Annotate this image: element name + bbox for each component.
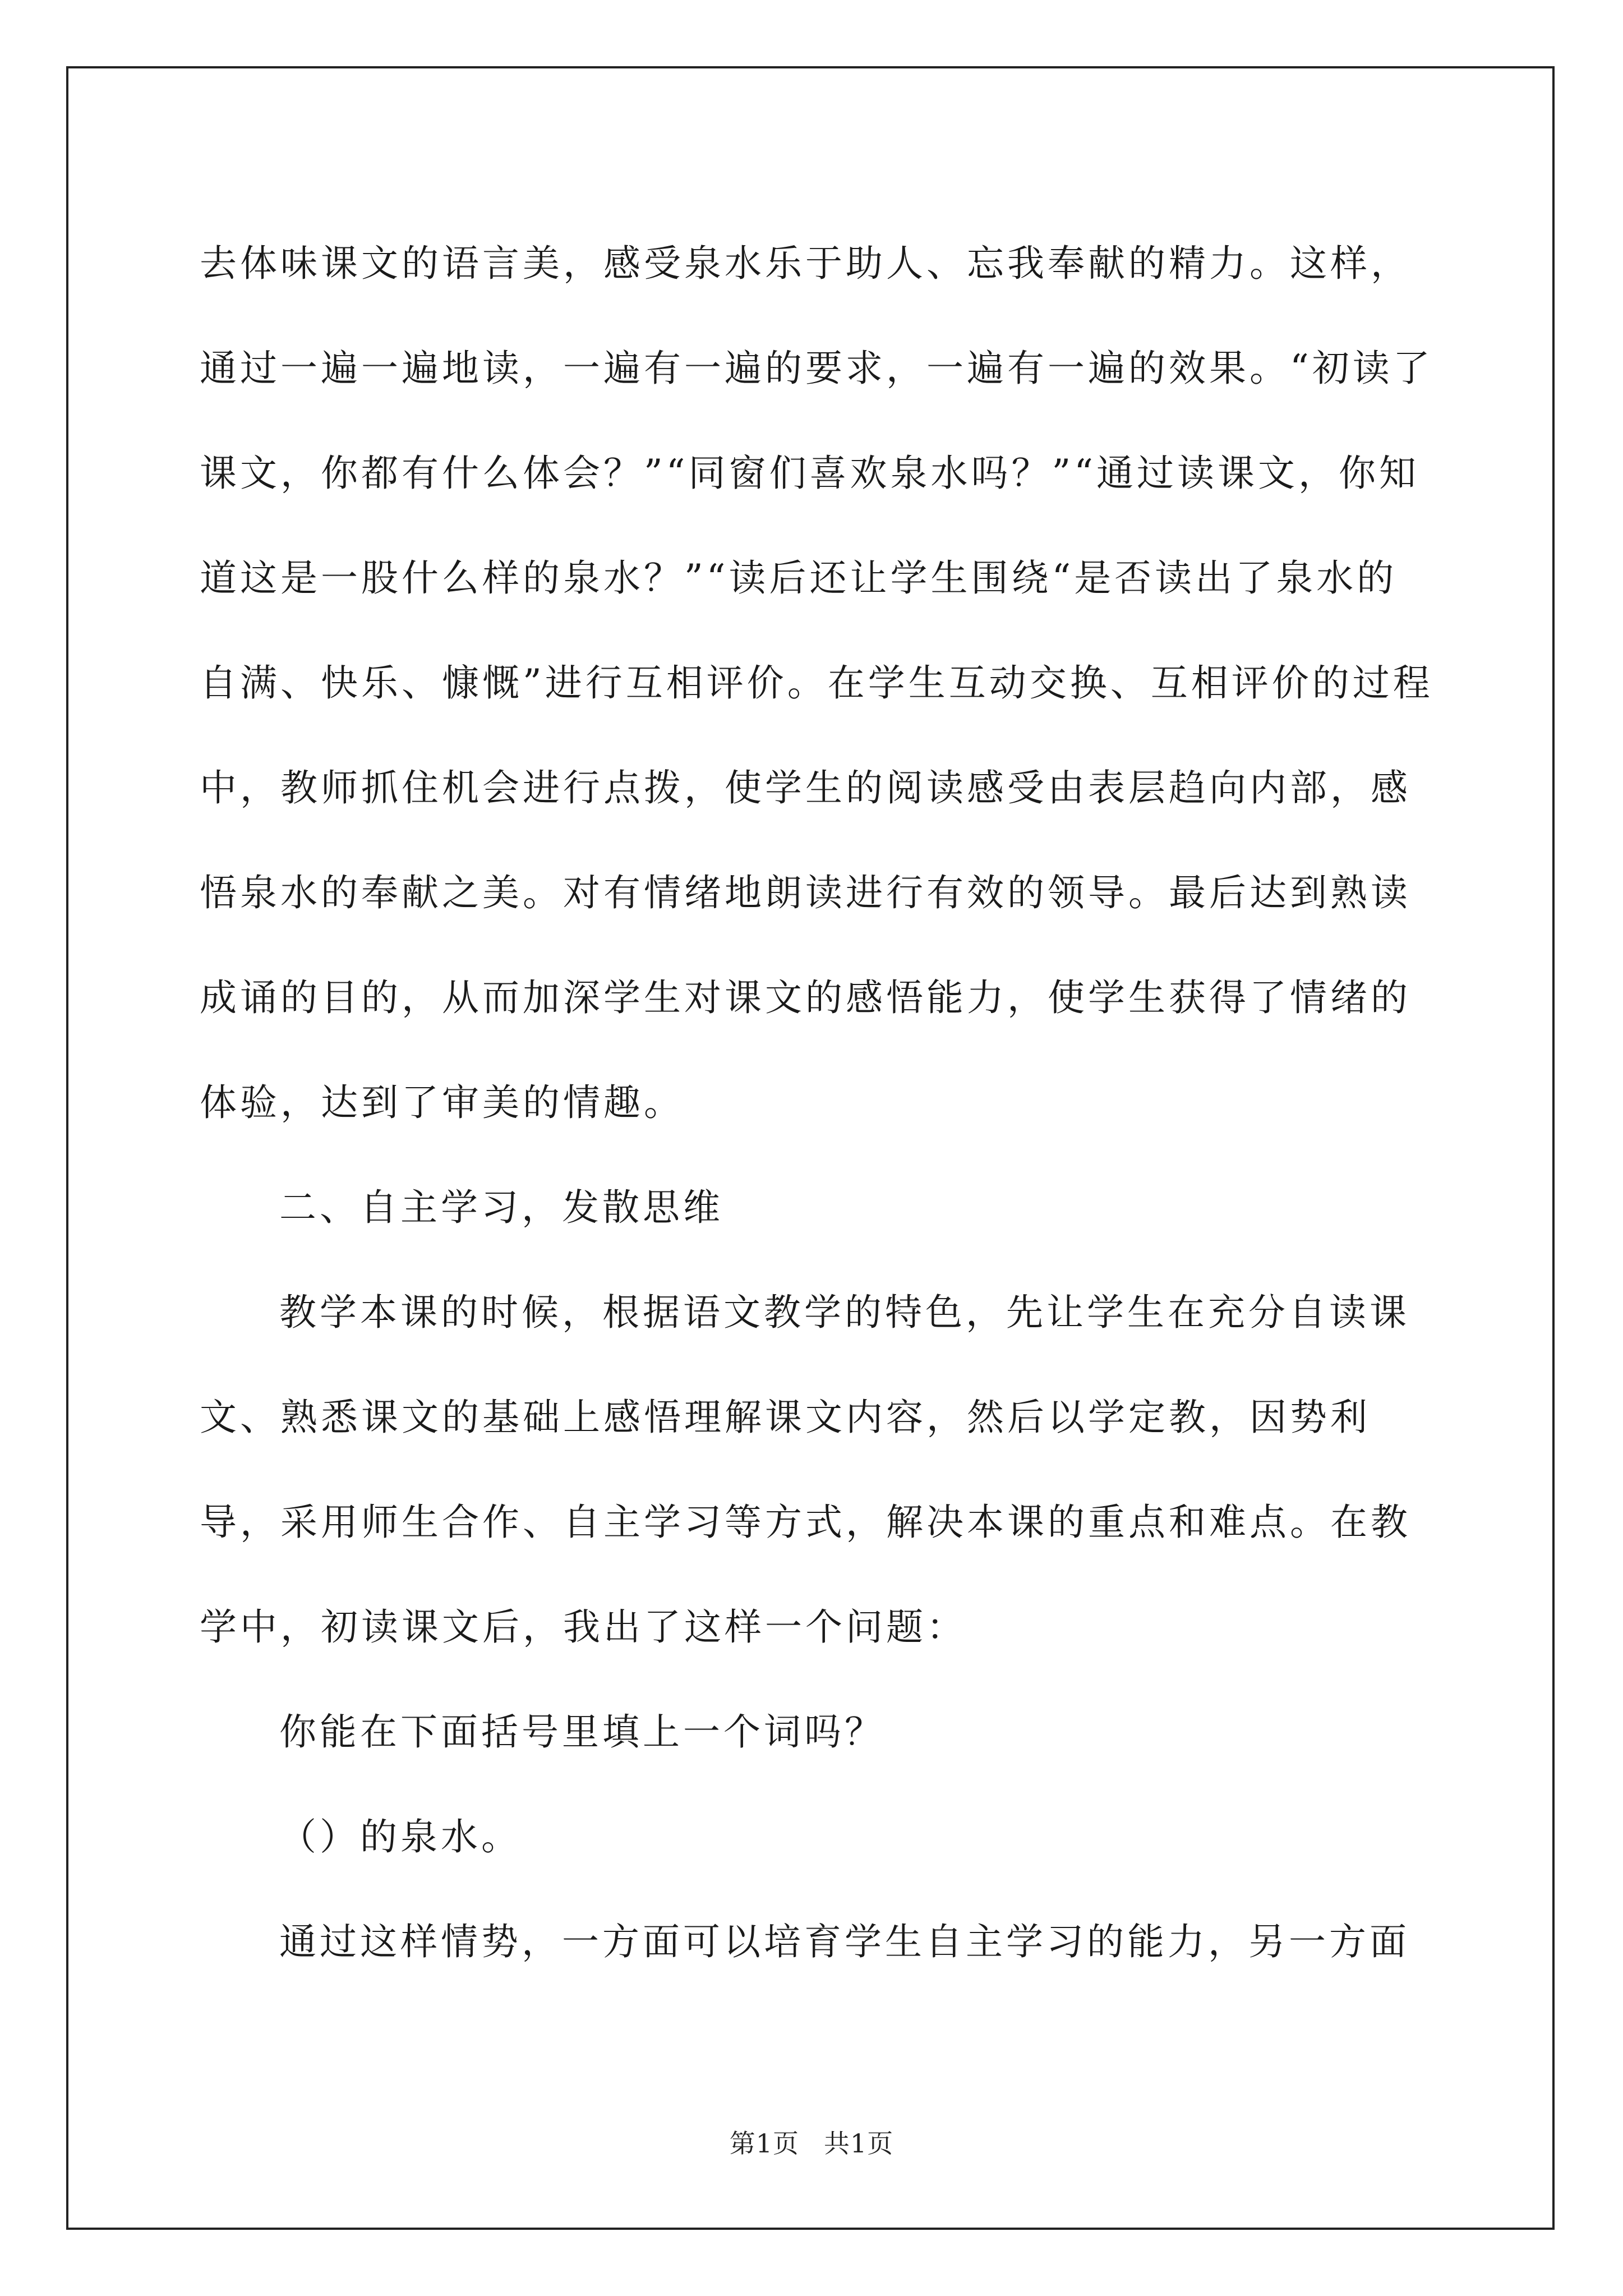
paragraph-question: 你能在下面括号里填上一个词吗？	[279, 1710, 885, 1754]
paragraph-fill-blank: （）的泉水。	[279, 1815, 522, 1858]
page-footer	[0, 2123, 1623, 2160]
paragraph-reading-method: 去体味课文的语言美，感受泉水乐于助人、忘我奉献的精力。这样，通过一遍一遍地读，一遍有一遍的要求，一遍有一遍的效果。“初读了课文，你都有什么体会？”“同窗们喜欢泉水吗？”“通过读课文，你知道这是一股什么样的泉水？”“读后还让学生围绕“是否读出了泉水的自满、快乐、慷慨”进行互相评价。在学生互动交换、互相评价的过程中，教师抓住机会进行点拨，使学生的阅读感受由表层趋向内部，感悟泉水的奉献之美。对有情绪地朗读进行有效的领导。最后达到熟读成诵的目的，从而加深学生对课文的感悟能力，使学生获得了情绪的体验，达到了审美的情趣。	[200, 242, 1433, 1124]
section-heading-autonomous-learning: 二、自主学习，发散思维	[279, 1186, 723, 1229]
document-body	[200, 211, 1433, 1994]
paragraph-teaching-approach: 教学本课的时候，根据语文教学的特色，先让学生在充分自读课文、熟悉课文的基础上感悟理解课文内容，然后以学定教，因势利导，采用师生合作、自主学习等方式，解决本课的重点和难点。在教学中，初读课文后，我出了这样一个问题：	[200, 1291, 1411, 1649]
paragraph-conclusion: 通过这样情势，一方面可以培育学生自主学习的能力，另一方面	[279, 1920, 1410, 1963]
page-number: 第1页	[729, 2128, 799, 2159]
page-total: 共1页	[824, 2128, 894, 2159]
